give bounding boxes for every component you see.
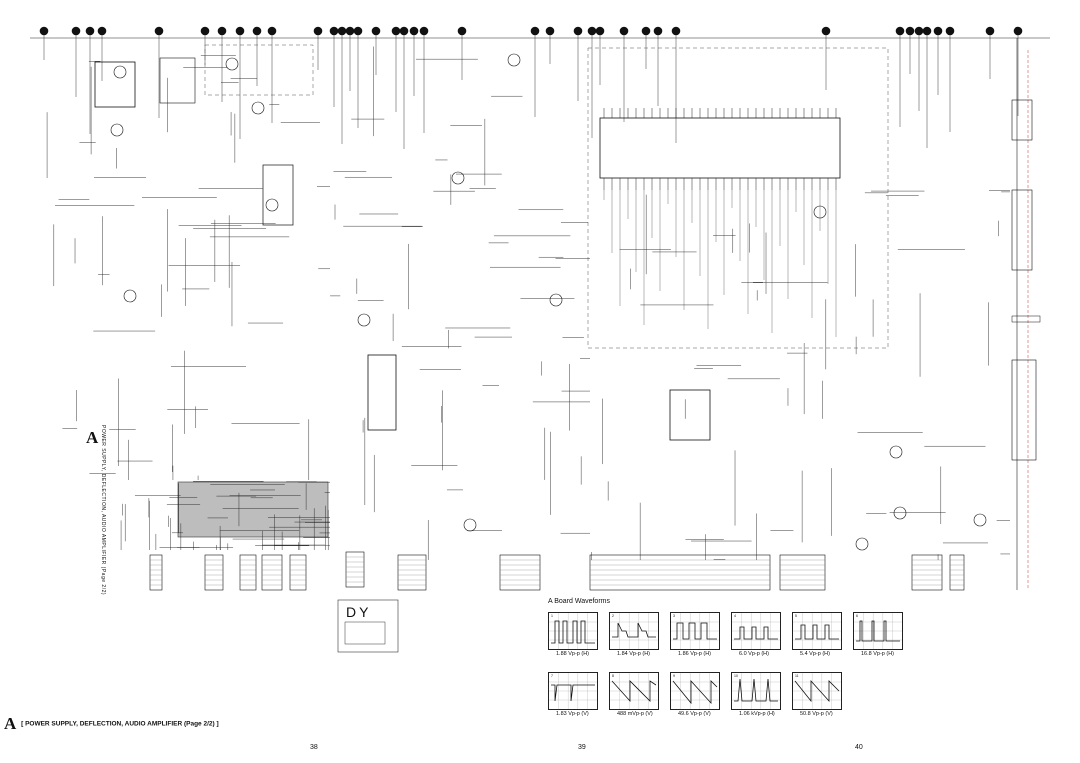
connector-marker (946, 27, 955, 36)
board-title-vertical: POWER SUPPLY, DEFLECTION, AUDIO AMPLIFIER (Page 2/2) (100, 425, 106, 596)
waveform-3 (670, 612, 720, 650)
page-number-center: 39 (578, 744, 586, 751)
board-letter: A (86, 428, 99, 447)
waveform-label: 1.83 Vp-p (V) (556, 711, 589, 717)
connector-marker (330, 27, 339, 36)
waveform-label: 50.8 Vp-p (V) (800, 711, 833, 717)
waveform-4 (731, 612, 781, 650)
connector-marker (400, 27, 409, 36)
connector-marker (338, 27, 347, 36)
connector-marker (546, 27, 555, 36)
waveform-5 (792, 612, 842, 650)
connector-marker (915, 27, 924, 36)
connector-marker (654, 27, 663, 36)
bottom-connectors (150, 552, 964, 590)
waveform-7 (548, 672, 598, 710)
connector-marker (986, 27, 995, 36)
page-caption (4, 714, 219, 734)
transistors (111, 54, 986, 550)
connector-marker (354, 27, 363, 36)
caption-text: [ POWER SUPPLY, DEFLECTION, AUDIO AMPLIFIER (Page 2/2) ] (21, 720, 219, 728)
connector-marker (1014, 27, 1023, 36)
waveform-6 (853, 612, 903, 650)
waveform-tag: 6 (856, 614, 858, 618)
connector-marker (346, 27, 355, 36)
waveform-label: 16.8 Vp-p (H) (861, 651, 895, 657)
connector-marker (672, 27, 681, 36)
connector-marker (620, 27, 629, 36)
waveform-label: 6.0 Vp-p (H) (739, 651, 769, 657)
waveform-9 (670, 672, 720, 710)
connector-marker (458, 27, 467, 36)
connector-marker (420, 27, 429, 36)
waveform-label: 1.06 kVp-p (H) (739, 711, 775, 717)
waveform-tag: 10 (734, 674, 738, 678)
caption-letter: A (4, 714, 17, 733)
waveform-label: 1.86 Vp-p (H) (678, 651, 712, 657)
waveforms-title: A Board Waveforms (548, 598, 610, 605)
waveform-tag: 4 (734, 614, 736, 618)
ic-pins (604, 108, 836, 337)
waveform-tag: 11 (795, 674, 799, 678)
connector-marker (574, 27, 583, 36)
connector-marker (531, 27, 540, 36)
waveform-2 (609, 612, 659, 650)
waveform-label: 488 mVp-p (V) (617, 711, 653, 717)
connector-marker (906, 27, 915, 36)
connector-marker (410, 27, 419, 36)
connector-marker (314, 27, 323, 36)
waveform-label: 1.84 Vp-p (H) (617, 651, 651, 657)
waveform-tag: 8 (612, 674, 614, 678)
connector-marker (934, 27, 943, 36)
connector-marker (98, 27, 107, 36)
connector-marker (236, 27, 245, 36)
waveform-8 (609, 672, 659, 710)
connector-marker (72, 27, 81, 36)
waveform-11 (792, 672, 842, 710)
waveform-1 (548, 612, 598, 650)
connector-marker (268, 27, 277, 36)
connector-marker (40, 27, 49, 36)
waveform-label: 1.88 Vp-p (H) (556, 651, 590, 657)
waveform-tag: 2 (612, 614, 614, 618)
waveform-tag: 9 (673, 674, 675, 678)
connector-marker (253, 27, 262, 36)
waveform-tag: 1 (551, 614, 553, 618)
connector-marker (588, 27, 597, 36)
connector-marker (155, 27, 164, 36)
page-number-right: 40 (855, 744, 863, 751)
waveform-tag: 7 (551, 674, 553, 678)
connector-marker (218, 27, 227, 36)
waveform-tag: 3 (673, 614, 675, 618)
waveform-label: 5.4 Vp-p (H) (800, 651, 830, 657)
connector-marker (201, 27, 210, 36)
top-connector-markers (40, 27, 1023, 149)
connector-marker (822, 27, 831, 36)
connector-marker (372, 27, 381, 36)
waveform-10 (731, 672, 781, 710)
connector-marker (642, 27, 651, 36)
connector-marker (86, 27, 95, 36)
dy-label: DY (346, 604, 372, 620)
connector-marker (896, 27, 905, 36)
connector-marker (923, 27, 932, 36)
connector-marker (596, 27, 605, 36)
connector-marker (392, 27, 401, 36)
waveform-label: 49.6 Vp-p (V) (678, 711, 711, 717)
page-number-left: 38 (310, 744, 318, 751)
waveform-tag: 5 (795, 614, 797, 618)
